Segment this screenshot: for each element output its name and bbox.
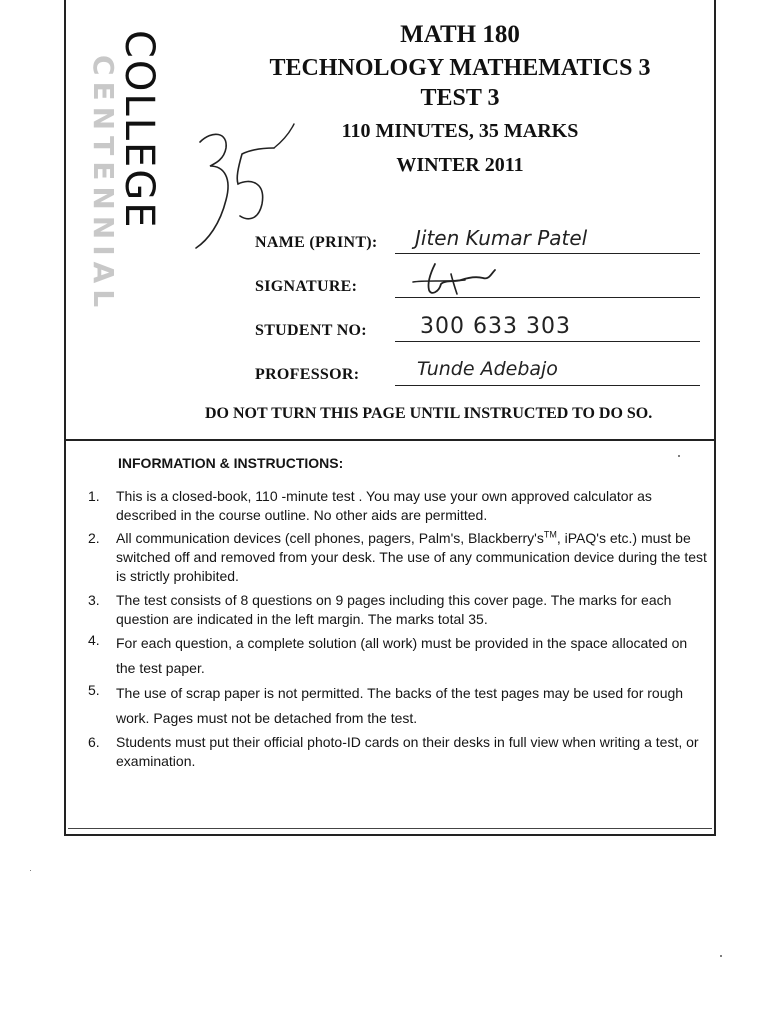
- title-block: [250, 20, 670, 179]
- student-number-label: STUDENT NO:: [255, 322, 367, 339]
- signature-label: SIGNATURE:: [255, 278, 358, 295]
- signature-field: [255, 272, 705, 302]
- professor-value: Tunde Adebajo: [417, 358, 558, 380]
- centennial-logo-text: CENTENNIAL: [87, 55, 120, 314]
- name-label: NAME (PRINT):: [255, 234, 378, 251]
- signature-line: [395, 297, 700, 298]
- instructions-heading: INFORMATION & INSTRUCTIONS:: [118, 455, 344, 471]
- signature-drawing: [405, 260, 515, 300]
- student-number-field: [255, 316, 705, 346]
- test-number: TEST 3: [420, 85, 500, 111]
- scan-speck: [720, 955, 722, 957]
- course-code: MATH 180: [400, 21, 520, 48]
- student-number-line: [395, 341, 700, 342]
- college-logo-text: COLLEGE: [116, 30, 162, 230]
- scan-speck: [678, 455, 680, 457]
- do-not-turn-warning: DO NOT TURN THIS PAGE UNTIL INSTRUCTED TO DO SO.: [205, 405, 653, 422]
- professor-line: [395, 385, 700, 386]
- course-title: TECHNOLOGY MATHEMATICS 3: [269, 55, 651, 81]
- name-field: [255, 228, 705, 258]
- test-duration: 110 MINUTES, 35 MARKS: [341, 120, 579, 142]
- student-number-value: 300 633 303: [420, 314, 571, 339]
- bottom-rule: [68, 828, 712, 829]
- test-term: WINTER 2011: [396, 154, 524, 176]
- professor-label: PROFESSOR:: [255, 366, 360, 383]
- professor-field: [255, 360, 705, 390]
- name-line: [395, 253, 700, 254]
- scan-speck: [30, 870, 31, 871]
- section-divider: [64, 439, 716, 441]
- name-value: Jiten Kumar Patel: [415, 226, 588, 250]
